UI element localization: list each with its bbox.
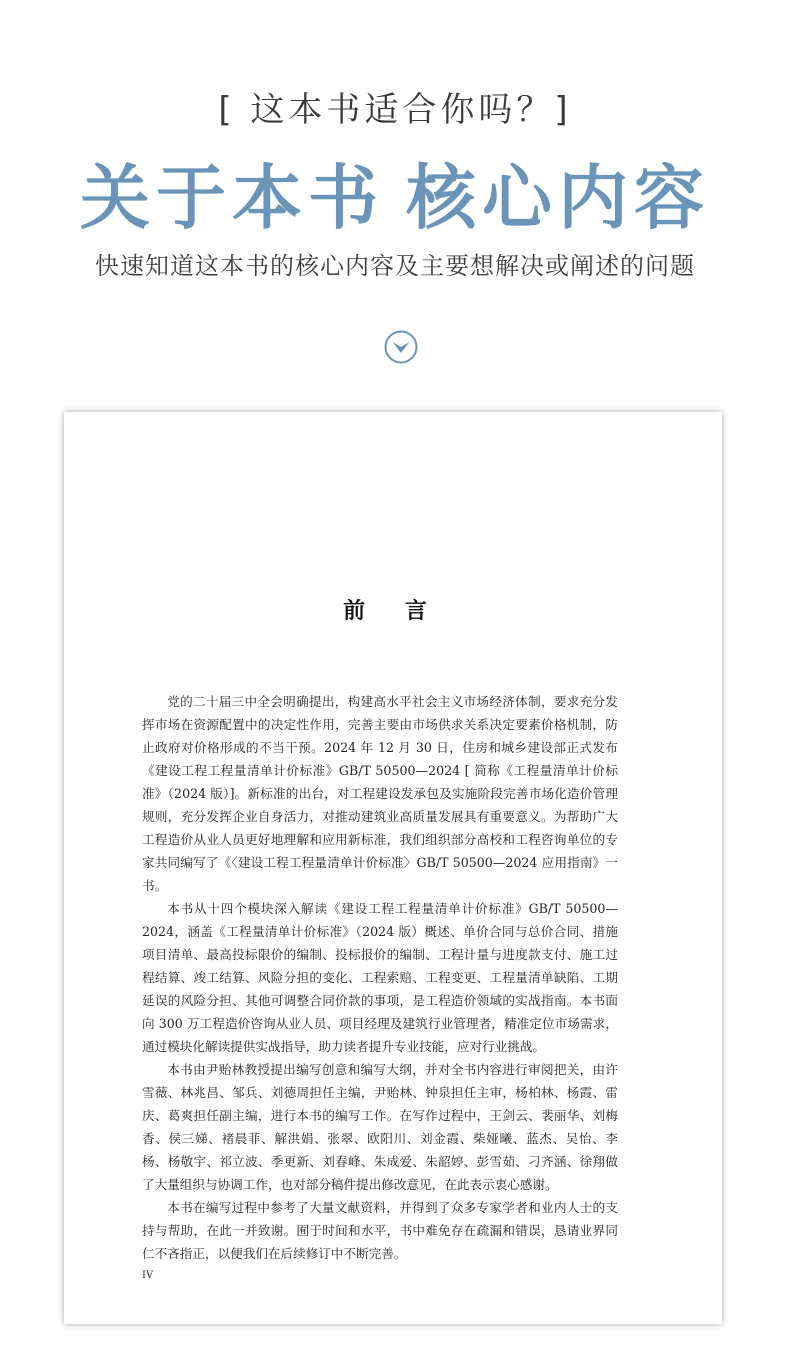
page-number: IV (142, 1270, 154, 1281)
headline-core-content: 核心内容 (406, 156, 710, 239)
preface-paragraph: 党的二十届三中全会明确提出，构建高水平社会主义市场经济体制，要求充分发挥市场在资源配置中的决定性作用，完善主要由市场供求关系决定要素价格机制，防止政府对价格形成的不当干预。2024 年 12 月 30 日，住房和城乡建设部正式发布《建设工程工程量清单计价标准》GB/T 50500—2024 [ 简称《工程量清单计价标准》（2024 版）]。新标准的出台，对工程建设发承包及实施阶段完善市场化造价管理规则，充分发挥企业自身活力，对推动建筑业高质量发展具有重要意义。为帮助广大工程造价从业人员更好地理解和应用新标准，我们组织部分高校和工程咨询单位的专家共同编写了《〈建设工程工程量清单计价标准〉GB/T 50500—2024 应用指南》一书。 (142, 694, 618, 893)
chevron-down-circle-icon[interactable] (384, 330, 418, 364)
preface-body (142, 690, 618, 1265)
question-heading: [ 这本书适合你吗？] (218, 90, 572, 130)
headline-about-book: 关于本书 (80, 156, 384, 239)
preface-paragraph: 本书在编写过程中参考了大量文献资料，并得到了众多专家学者和业内人士的支持与帮助，在此一并致谢。囿于时间和水平，书中难免存在疏漏和错误，恳请业界同仁不吝指正，以便我们在后续修订中不断完善。 (142, 1200, 618, 1261)
subtitle: 快速知道这本书的核心内容及主要想解决或阐述的问题 (95, 252, 695, 280)
book-page-preview (64, 412, 722, 1324)
headline (0, 142, 790, 243)
preface-paragraph: 本书由尹贻林教授提出编写创意和编写大纲，并对全书内容进行审阅把关，由许雪薇、林兆昌、邹兵、刘德周担任主编，尹贻林、钟泉担任主审，杨柏林、杨霞、雷庆、葛爽担任副主编，进行本书的编写工作。在写作过程中，王剑云、裴丽华、刘梅香、侯三娣、褚晨菲、解洪娟、张翠、欧阳川、刘金霞、柴娅曦、蓝杰、吴怡、李杨、杨敬宇、祁立波、季更新、刘春峰、朱成爱、朱韶婷、彭雪茹、刁齐涵、徐翔做了大量组织与协调工作，也对部分稿件提出修改意见，在此表示衷心感谢。 (142, 1062, 618, 1192)
page-title: 前 言 (343, 599, 443, 624)
preface-paragraph: 本书从十四个模块深入解读《建设工程工程量清单计价标准》GB/T 50500—2024，涵盖《工程量清单计价标准》（2024 版）概述、单价合同与总价合同、措施项目清单、最高投标限价的编制、投标报价的编制、工程计量与进度款支付、施工过程结算、竣工结算、风险分担的变化、工程索赔、工程变更、工程量清单缺陷、工期延误的风险分担、其他可调整合同价款的事项，是工程造价领域的实战指南。本书面向 300 万工程造价咨询从业人员、项目经理及建筑行业管理者，精准定位市场需求，通过模块化解读提供实战指导，助力读者提升专业技能，应对行业挑战。 (142, 901, 618, 1054)
